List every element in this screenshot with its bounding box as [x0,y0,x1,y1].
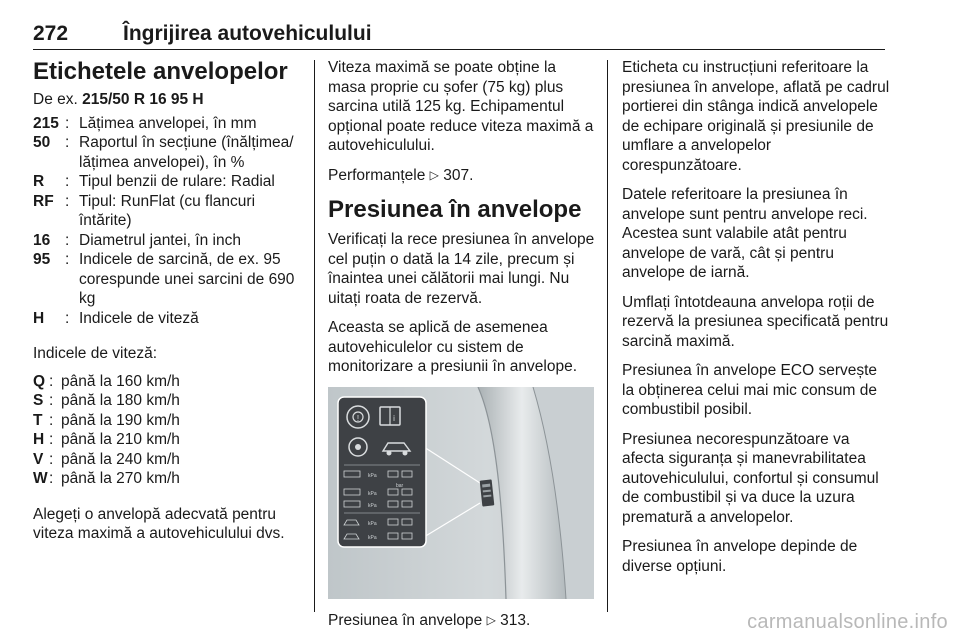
speed-closing-text: Alegeți o anvelopă adecvată pentru viteza maximă a autovehiculului dvs. [33,505,285,542]
speed-desc: până la 210 km/h [61,431,180,448]
list-item: 95 : Indicele de sarcină, de ex. 95 corespunde unei sarcini de 690 kg [33,250,303,309]
max-speed-text: Viteza maximă se poate obține la masa proprie cu șofer (75 kg) plus sarcina utilă 125 kg. Echipamentul opțional poate reduce viteza maximă a autovehiculului. [328,59,594,154]
section-title-tyre-pressure: Presiunea în anvelope [328,196,582,223]
speed-desc: până la 180 km/h [61,392,180,409]
svg-text:kPa: kPa [368,520,377,527]
paragraph: Presiunea în anvelope ECO servește la obținerea celui mai mic consum de combustibil posibil. [622,362,878,418]
svg-text:kPa: kPa [368,502,377,509]
page-reference-icon: ▷ [429,167,439,182]
svg-text:kPa: kPa [368,490,377,497]
list-item: 50 : Raportul în secțiune (înălțimea/ lățimea anvelopei), în % [33,133,303,172]
code-term: RF [33,192,54,210]
speed-desc: până la 240 km/h [61,450,180,468]
list-item: V : până la 240 km/h [33,450,303,470]
speed-term: Q [33,372,46,390]
example-line [33,90,303,110]
tyre-code-list [33,114,303,329]
paragraph: Umflați întotdeauna anvelopa roții de rezervă la presiunea specificată pentru sarcină maximă. [622,293,889,350]
pressure-monitoring-text: Aceasta se aplică de asemenea autovehiculelor cu sistem de monitorizare a presiunii în anvelope. [328,319,577,375]
list-item: S : până la 180 km/h [33,391,303,411]
list-item: RF : Tipul: RunFlat (cu flancuri întărite) [33,192,303,231]
tyre-pressure-label-figure [328,387,594,599]
example-prefix: De ex. [33,91,83,108]
column-left [33,58,303,544]
code-desc: Diametrul jantei, în inch [79,231,241,249]
svg-text:kPa: kPa [368,472,377,479]
speed-term: T [33,411,43,429]
speed-desc: până la 270 km/h [61,470,180,487]
door-frame-illustration [328,387,594,599]
code-desc: Tipul: RunFlat (cu flancuri întărite) [79,192,256,229]
speed-desc: până la 190 km/h [61,411,180,429]
list-item: H : până la 210 km/h [33,430,303,450]
code-desc: Raportul în secțiune (înălțimea/ lățimea anvelopei), în % [79,134,294,171]
column-divider [607,60,608,612]
code-term: 95 [33,251,51,268]
svg-text:bar: bar [396,482,404,489]
column-middle [328,58,596,631]
paragraph: Datele referitoare la presiunea în anvelope sunt pentru anvelope reci. Acestea sunt valabile atât pentru anvelope de vară, cât și pentru anvelope de iarnă. [622,186,868,281]
speed-index-intro: Indicele de viteză: [33,345,158,362]
speed-desc: până la 160 km/h [61,372,180,390]
paragraph: Eticheta cu instrucțiuni referitoare la presiunea în anvelope, aflată pe cadrul portierei din stânga indică anvelopele de echipare originală și presiunile de umflare a anvelopelor corespunzătoare. [622,59,890,174]
paragraph: Presiunea în anvelope depinde de diverse opțiuni. [622,538,858,575]
speed-term: V [33,450,44,468]
performance-reference: Performanțele ▷ 307. [328,166,474,184]
list-item: 16 : Diametrul jantei, în inch [33,231,303,251]
code-term: 215 [33,114,59,132]
svg-text:kPa: kPa [368,534,377,541]
code-term: 50 [33,134,51,151]
code-desc: Indicele de viteză [79,309,199,327]
code-term: H [33,309,45,327]
page-number: 272 [33,22,69,45]
speed-term: S [33,392,44,409]
svg-text:!: ! [356,413,360,423]
code-term: 16 [33,231,51,249]
pressure-check-text: Verificați la rece presiunea în anvelope cel puțin o dată la 14 zile, precum și înaintea unei călătorii mai lungi. Nu uitați roata de rezervă. [328,231,595,307]
speed-term: W [33,470,48,487]
code-term: R [33,173,45,190]
example-code: 215/50 R 16 95 H [82,91,204,108]
page-header [33,14,885,50]
code-desc: Tipul benzii de rulare: Radial [79,173,275,190]
code-desc: Indicele de sarcină, de ex. 95 corespunde unei sarcini de 690 kg [79,251,295,307]
column-divider [314,60,315,612]
code-desc: Lățimea anvelopei, în mm [79,114,257,132]
list-item: T : până la 190 km/h [33,411,303,431]
section-title-tyre-labels: Etichetele anvelopelor [33,58,288,85]
list-item: R : Tipul benzii de rulare: Radial [33,172,303,192]
speed-term: H [33,431,45,448]
page-reference-icon: ▷ [486,612,496,627]
watermark: carmanualsonline.info [747,611,948,633]
figure-caption: Presiunea în anvelope ▷ 313. [328,611,531,629]
column-right [622,58,890,576]
list-item: Q : până la 160 km/h [33,372,303,392]
paragraph: Presiunea necorespunzătoare va afecta siguranța și manevrabilitatea autovehiculului, confortul și consumul de combustibil și va duce la uzura prematură a anvelopelor. [622,430,879,526]
list-item: 215 : Lățimea anvelopei, în mm [33,114,303,134]
speed-index-list [33,372,303,489]
svg-text:i: i [393,413,395,423]
list-item: H : Indicele de viteză [33,309,303,329]
list-item: W : până la 270 km/h [33,469,303,489]
chapter-title: Îngrijirea autovehiculului [123,22,372,45]
